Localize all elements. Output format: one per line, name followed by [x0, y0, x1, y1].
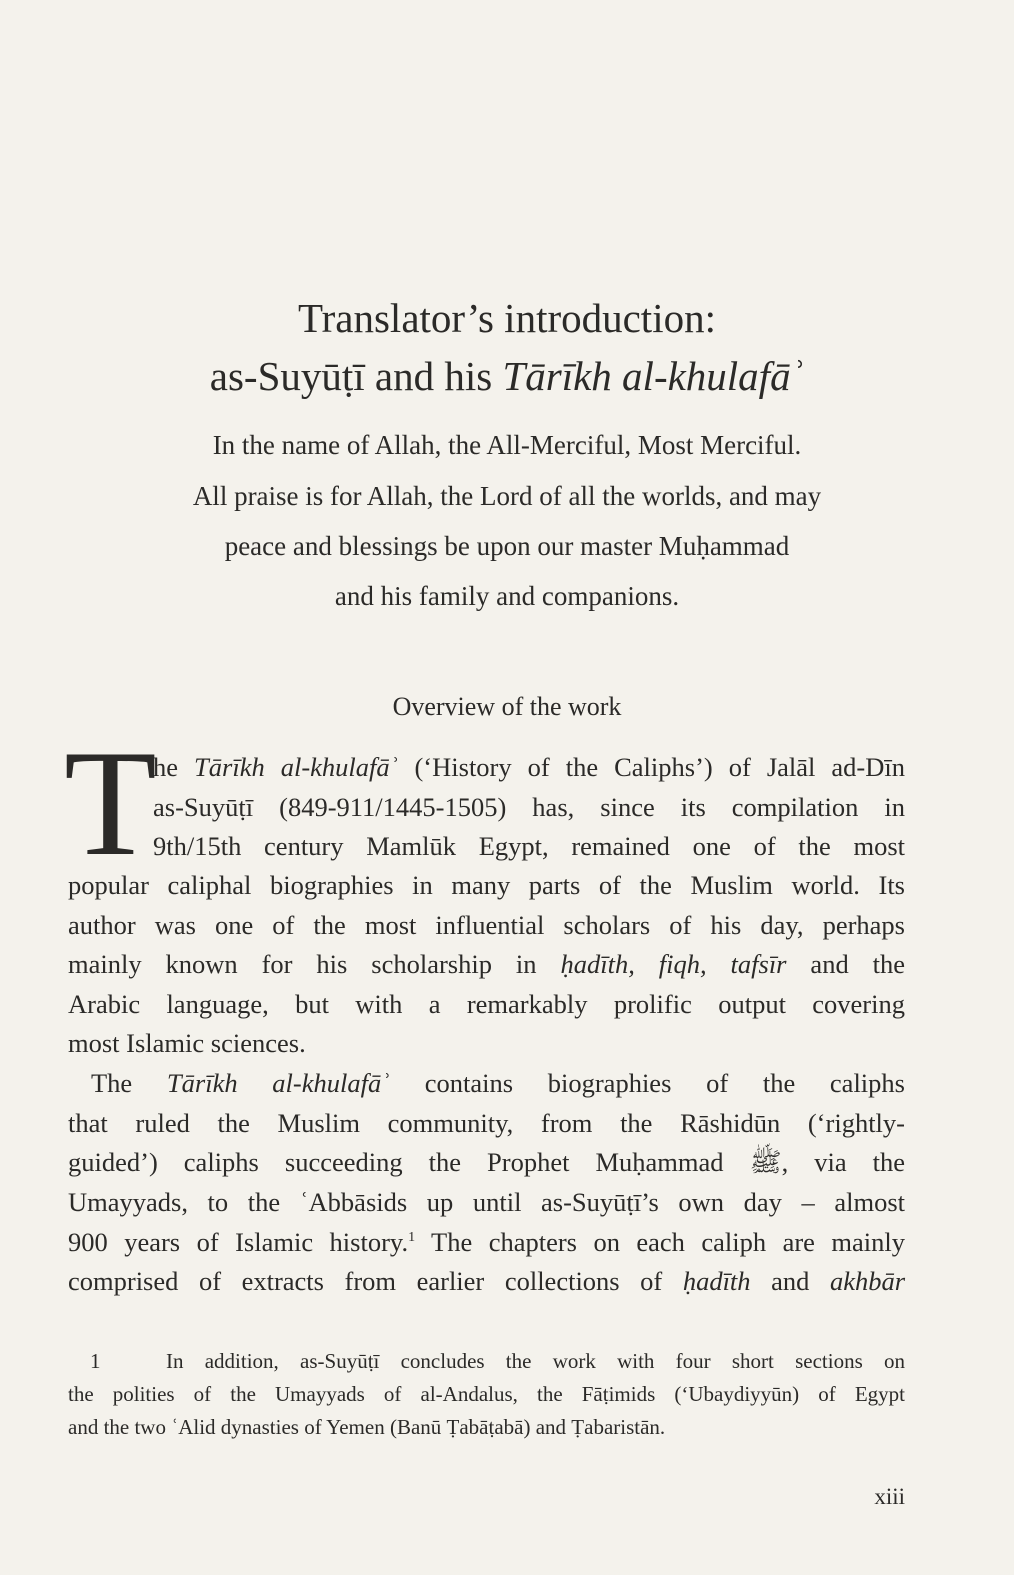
body-line: [153, 829, 905, 863]
text-run: The chapters on each caliph are mainly: [415, 1227, 905, 1257]
text-run: popular caliphal biographies in many parts of the Muslim world. Its: [68, 870, 905, 900]
footnote-number: 1: [90, 1349, 101, 1373]
italic-term: ḥadīth, fiqh, tafsīr: [560, 949, 787, 979]
title-italic: Tārīkh al-khulafāʾ: [502, 353, 805, 399]
chapter-title-line-2: [0, 352, 1014, 400]
text-run: he: [153, 752, 195, 782]
text-run: The: [91, 1068, 167, 1098]
footnote-text: In addition, as-Suyūṭī concludes the work with four short sections on: [166, 1349, 905, 1373]
body-line: [68, 947, 905, 981]
invocation-line: All praise is for Allah, the Lord of all the worlds, and may: [192, 481, 822, 511]
body-line: [153, 790, 905, 824]
page-number: xiii: [874, 1484, 905, 1509]
text-run: most Islamic sciences.: [68, 1028, 306, 1058]
body-line: [68, 1264, 905, 1298]
body-line: [68, 1026, 905, 1060]
text-run: comprised of extracts from earlier collections of: [68, 1266, 683, 1296]
text-run: (‘History of the Caliphs’) of Jalāl ad-Dīn: [398, 752, 905, 782]
invocation-line: peace and blessings be upon our master Muḥammad: [224, 531, 790, 561]
text-run: Umayyads, to the ʿAbbāsids up until as-Suyūṭī’s own day – almost: [68, 1187, 905, 1217]
chapter-title-line-1: Translator’s introduction:: [298, 295, 716, 341]
text-run: 900 years of Islamic history.: [68, 1227, 409, 1257]
invocation-line: and his family and companions.: [334, 581, 680, 611]
text-run: and: [750, 1266, 830, 1296]
text-run: guided’) caliphs succeeding the Prophet Muḥammad ﷺ, via the: [68, 1147, 905, 1177]
footnote-ref: 1: [408, 1230, 416, 1246]
text-run: that ruled the Muslim community, from the Rāshidūn (‘rightly-: [68, 1108, 905, 1138]
body-line: [153, 750, 905, 784]
footnote-line: the polities of the Umayyads of al-Andalus, the Fāṭimids (‘Ubaydiyyūn) of Egypt: [68, 1382, 905, 1406]
footnote-line: [68, 1348, 905, 1374]
text-run: mainly known for his scholarship in: [68, 949, 561, 979]
text-run: Arabic language, but with a remarkably prolific output covering: [68, 989, 905, 1019]
body-line: [68, 1145, 905, 1179]
text-run: author was one of the most influential scholars of his day, perhaps: [68, 910, 905, 940]
body-line: [68, 1106, 905, 1140]
italic-term: Tārīkh al-khulafāʾ: [194, 752, 399, 782]
body-line: [68, 1225, 905, 1259]
section-heading: Overview of the work: [392, 692, 622, 721]
italic-term: ḥadīth: [682, 1266, 751, 1296]
body-line: [68, 1185, 905, 1219]
body-line: [68, 987, 905, 1021]
text-run: 9th/15th century Mamlūk Egypt, remained one of the most: [153, 831, 905, 861]
footnote-line: and the two ʿAlid dynasties of Yemen (Banū Ṭabāṭabā) and Ṭabaristān.: [68, 1415, 666, 1439]
text-run: as-Suyūṭī (849-911/1445-1505) has, since its compilation in: [153, 792, 905, 822]
drop-cap: T: [64, 719, 157, 887]
body-line: [91, 1066, 905, 1100]
title-prefix: as-Suyūṭī and his: [209, 353, 503, 399]
italic-term: Tārīkh al-khulafāʾ: [166, 1068, 391, 1098]
italic-term: akhbār: [829, 1266, 906, 1296]
body-line: [68, 908, 905, 942]
text-run: and the: [786, 949, 905, 979]
text-run: contains biographies of the caliphs: [390, 1068, 905, 1098]
body-line: [68, 868, 905, 902]
invocation-line: In the name of Allah, the All-Merciful, Most Merciful.: [212, 430, 802, 460]
